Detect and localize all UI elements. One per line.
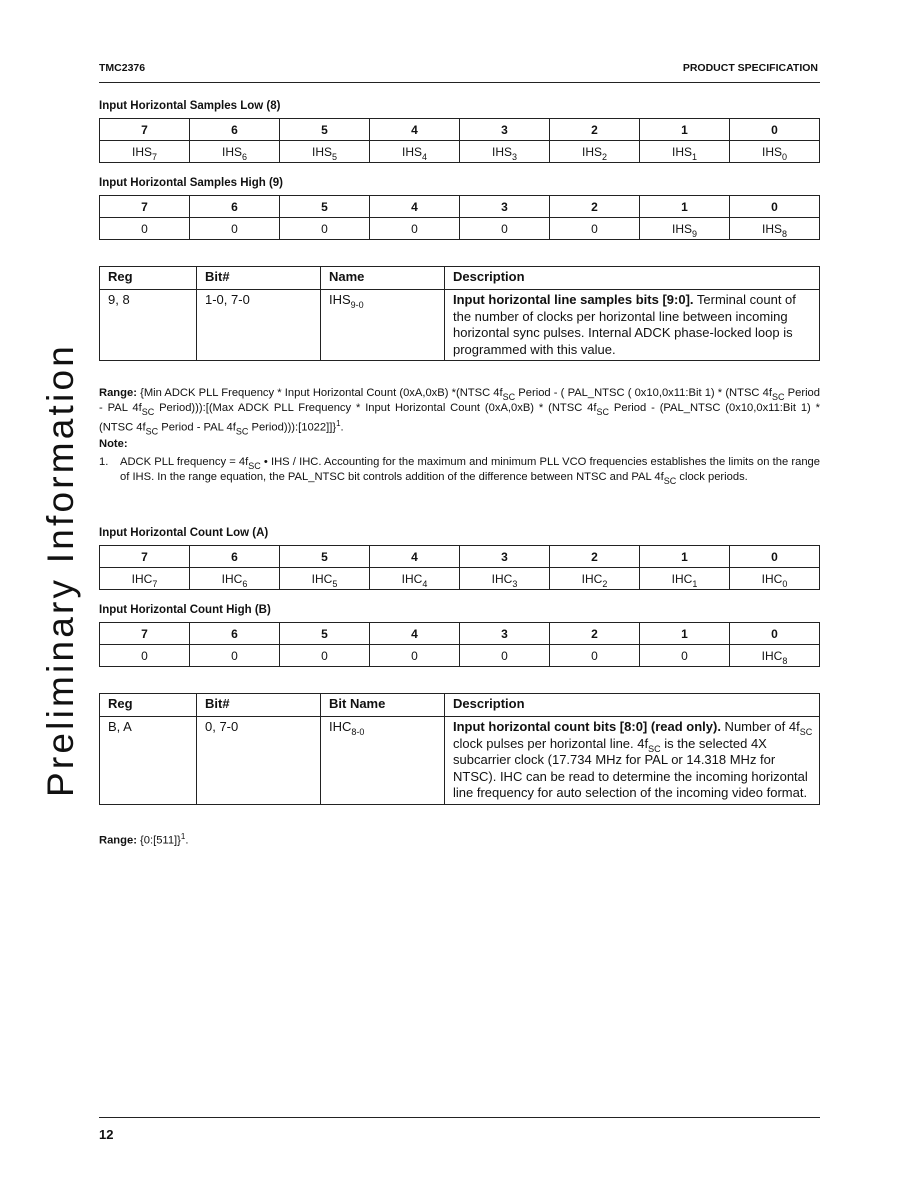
bit-header: 7 — [100, 546, 190, 568]
ihc-description-table — [99, 693, 820, 805]
bit-cell: $IHS_2$ — [550, 141, 640, 163]
ihc-low-register-table — [99, 545, 820, 590]
bit-cell: $IHS_0$ — [730, 141, 820, 163]
reg-cell: 9, 8 — [100, 290, 197, 361]
bit-cell: 0 — [100, 218, 190, 240]
bit-header: 6 — [190, 196, 280, 218]
bit-header-row — [100, 196, 820, 218]
bit-cell: $IHC_6$ — [190, 568, 280, 590]
reg-cell: B, A — [100, 717, 197, 805]
bit-header: 1 — [640, 623, 730, 645]
bit-header: 3 — [460, 119, 550, 141]
bit-cell: $IHC_0$ — [730, 568, 820, 590]
desc-row — [100, 717, 820, 805]
bit-cell: $IHS_6$ — [190, 141, 280, 163]
bit-cell: 0 — [190, 218, 280, 240]
ihc-high-title: Input Horizontal Count High (B) — [99, 604, 271, 616]
bit-header: 7 — [100, 196, 190, 218]
bit-cell: 0 — [280, 645, 370, 667]
desc-header-row — [100, 267, 820, 290]
page-number: 12 — [99, 1127, 114, 1142]
bit-header: 5 — [280, 119, 370, 141]
name-cell: $IHC_{8-0}$ — [321, 717, 445, 805]
bit-cell: 0 — [460, 218, 550, 240]
description-cell: Input horizontal line samples bits [9:0]. Terminal count of the number of clocks per horizontal line between incoming horizontal sync pulses. Internal ADCK phase-locked loop is programmed with this value. — [445, 290, 820, 361]
bit-header: 7 — [100, 623, 190, 645]
bit-header: 2 — [550, 119, 640, 141]
bit-value-row — [100, 568, 820, 590]
bit-cell: $IHC_3$ — [460, 568, 550, 590]
bit-header: 1 — [640, 546, 730, 568]
bit-cell: 1-0, 7-0 — [197, 290, 321, 361]
col-header-reg: Reg — [100, 694, 197, 717]
bit-header: 5 — [280, 196, 370, 218]
range-paragraph: Range: {Min ADCK PLL Frequency * Input Horizontal Count (0xA,0xB) *(NTSC $4f_{SC}$ Period - ( PAL_NTSC ( 0x10,0x11:Bit 1) * (NTSC $4f_{SC}$ Period - PAL $4f_{SC}$ Period))):[(Max ADCK PLL Frequency * Input Horizontal Count (0xA,0xB) * (NTSC $4f_{SC}$ Period - (PAL_NTSC (0x10,0x11:Bit 1) * (NTSC $4f_{SC}$ Period - PAL $4f_{SC}$ Period))):[1022]]}$^1$. — [99, 387, 821, 437]
bit-header: 6 — [190, 546, 280, 568]
ihs-low-title: Input Horizontal Samples Low (8) — [99, 100, 281, 112]
bit-cell: $IHS_7$ — [100, 141, 190, 163]
col-header-bit: Bit# — [197, 694, 321, 717]
bit-header: 4 — [370, 546, 460, 568]
bit-header: 2 — [550, 196, 640, 218]
ihs-high-register-table — [99, 195, 820, 240]
ihs-high-title: Input Horizontal Samples High (9) — [99, 177, 284, 189]
bit-header: 0 — [730, 546, 820, 568]
col-header-reg: Reg — [100, 267, 197, 290]
bit-cell: $IHC_8$ — [730, 645, 820, 667]
header-rule — [99, 82, 820, 83]
desc-header-row — [100, 694, 820, 717]
description-cell: Input horizontal count bits [8:0] (read only). Number of $4f_{SC}$ clock pulses per horizontal line. $4f_{SC}$ is the selected 4X subcarrier clock (17.734 MHz for PAL or 14.318 MHz for NTSC). IHC can be read to determine the incoming horizontal line frequency for auto selection of the incoming video format. — [445, 717, 820, 805]
bit-cell: 0 — [460, 645, 550, 667]
bit-cell: $IHS_5$ — [280, 141, 370, 163]
bit-header: 5 — [280, 623, 370, 645]
note-label: Note: — [99, 438, 128, 450]
bit-header: 3 — [460, 546, 550, 568]
col-header-description: Description — [445, 267, 820, 290]
col-header-name: Name — [321, 267, 445, 290]
bit-cell: 0 — [550, 645, 640, 667]
bit-header: 4 — [370, 623, 460, 645]
bit-header: 7 — [100, 119, 190, 141]
bit-cell: 0 — [370, 645, 460, 667]
bit-cell: $IHS_8$ — [730, 218, 820, 240]
bit-cell: 0 — [550, 218, 640, 240]
bit-cell: 0, 7-0 — [197, 717, 321, 805]
bit-cell: $IHC_5$ — [280, 568, 370, 590]
bit-header: 1 — [640, 119, 730, 141]
bit-header: 2 — [550, 546, 640, 568]
bit-cell: $IHS_3$ — [460, 141, 550, 163]
bit-header-row — [100, 546, 820, 568]
col-header-bit: Bit# — [197, 267, 321, 290]
col-header-description: Description — [445, 694, 820, 717]
footer-rule — [99, 1117, 820, 1118]
bit-cell: 0 — [370, 218, 460, 240]
bit-cell: 0 — [640, 645, 730, 667]
bit-cell: $IHC_4$ — [370, 568, 460, 590]
name-cell: $IHS_{9-0}$ — [321, 290, 445, 361]
ihc-low-title: Input Horizontal Count Low (A) — [99, 527, 269, 539]
range-ihc-paragraph: Range: {0:[511]}$^1$. — [99, 832, 189, 847]
part-number: TMC2376 — [99, 62, 146, 74]
bit-header: 3 — [460, 196, 550, 218]
ihc-high-register-table — [99, 622, 820, 667]
bit-header: 2 — [550, 623, 640, 645]
bit-header: 4 — [370, 196, 460, 218]
col-header-bit-name: Bit Name — [321, 694, 445, 717]
bit-header: 0 — [730, 196, 820, 218]
desc-row — [100, 290, 820, 361]
bit-cell: $IHS_1$ — [640, 141, 730, 163]
bit-cell: $IHC_7$ — [100, 568, 190, 590]
bit-header: 3 — [460, 623, 550, 645]
bit-header-row — [100, 623, 820, 645]
document-type: PRODUCT SPECIFICATION — [682, 62, 818, 74]
bit-cell: 0 — [100, 645, 190, 667]
note-item: 1. ADCK PLL frequency = $4f_{SC}$ • IHS / IHC. Accounting for the maximum and minimum PLL VCO frequencies establishes the limits on the range of IHS. In the range equation, the PAL_NTSC bit controls addition of the difference between NTSC and PAL $4f_{SC}$ clock periods. — [99, 456, 820, 486]
bit-header: 0 — [730, 119, 820, 141]
bit-header: 6 — [190, 119, 280, 141]
bit-cell: 0 — [280, 218, 370, 240]
bit-value-row — [100, 141, 820, 163]
bit-cell: $IHC_2$ — [550, 568, 640, 590]
bit-header: 0 — [730, 623, 820, 645]
sidebar-watermark: Preliminary Information — [40, 342, 81, 797]
ihs-description-table — [99, 266, 820, 361]
ihs-low-register-table — [99, 118, 820, 163]
bit-header: 1 — [640, 196, 730, 218]
bit-cell: $IHC_1$ — [640, 568, 730, 590]
bit-header: 6 — [190, 623, 280, 645]
bit-value-row — [100, 218, 820, 240]
bit-value-row — [100, 645, 820, 667]
bit-cell: $IHS_9$ — [640, 218, 730, 240]
bit-header: 4 — [370, 119, 460, 141]
bit-cell: $IHS_4$ — [370, 141, 460, 163]
bit-cell: 0 — [190, 645, 280, 667]
bit-header-row — [100, 119, 820, 141]
bit-header: 5 — [280, 546, 370, 568]
